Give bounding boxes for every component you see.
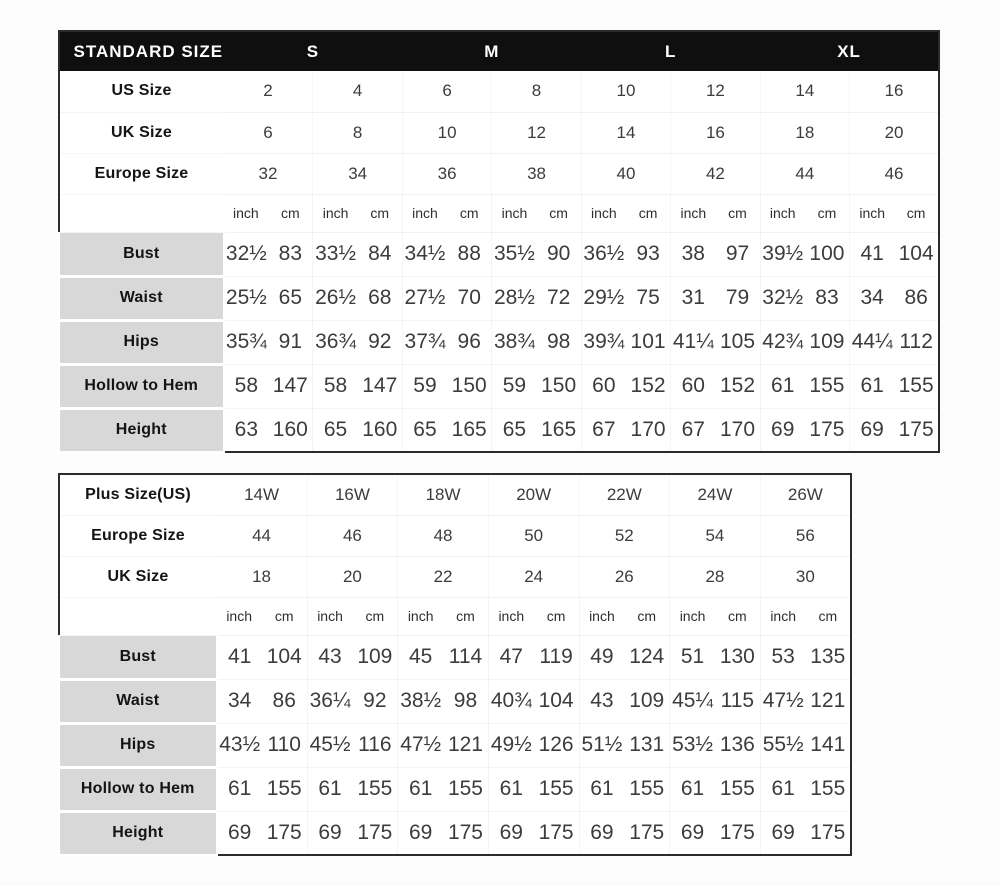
measure-value-cm: 109	[352, 635, 397, 679]
unit-label-cm: cm	[715, 194, 760, 232]
measure-value-cm: 98	[537, 320, 582, 364]
measurement-row	[59, 767, 852, 811]
measure-value-cm: 84	[358, 232, 403, 276]
size-value: 14	[760, 71, 849, 112]
plus-size-table	[57, 473, 852, 857]
measure-value-cm: 155	[534, 767, 579, 811]
size-value: 18	[217, 556, 308, 597]
size-value: 34	[313, 153, 402, 194]
measurement-row	[59, 408, 940, 452]
measure-value-cm: 152	[715, 364, 760, 408]
measure-value-inch: 60	[671, 364, 716, 408]
measure-value-inch: 69	[217, 811, 262, 855]
measure-value-cm: 160	[358, 408, 403, 452]
measure-value-inch: 41	[217, 635, 262, 679]
chart-header-row	[59, 31, 940, 71]
measure-value-cm: 115	[715, 679, 760, 723]
measure-value-inch: 61	[307, 767, 352, 811]
measurement-row	[59, 276, 940, 320]
measure-value-inch: 65	[492, 408, 537, 452]
measure-value-cm: 116	[352, 723, 397, 767]
size-value: 32	[224, 153, 313, 194]
unit-label-inch: inch	[579, 597, 624, 635]
measure-value-inch: 61	[217, 767, 262, 811]
measure-value-inch: 61	[760, 767, 805, 811]
measure-value-inch: 53	[760, 635, 805, 679]
measure-value-cm: 114	[443, 635, 488, 679]
measure-value-cm: 165	[447, 408, 492, 452]
measure-value-inch: 49	[579, 635, 624, 679]
chart-title: STANDARD SIZE	[59, 31, 224, 71]
measure-value-cm: 160	[268, 408, 313, 452]
measure-value-inch: 69	[760, 408, 805, 452]
measure-value-cm: 101	[626, 320, 671, 364]
measure-value-cm: 98	[443, 679, 488, 723]
unit-label-inch: inch	[671, 194, 716, 232]
unit-label-inch: inch	[581, 194, 626, 232]
measure-value-inch: 61	[398, 767, 443, 811]
size-value: 36	[402, 153, 491, 194]
measure-value-inch: 42¾	[760, 320, 805, 364]
measure-value-cm: 96	[447, 320, 492, 364]
measurement-row	[59, 320, 940, 364]
measure-value-cm: 83	[805, 276, 850, 320]
row-label: Hollow to Hem	[59, 767, 217, 811]
size-value: 52	[579, 515, 670, 556]
measure-value-inch: 65	[402, 408, 447, 452]
units-row	[59, 597, 852, 635]
measure-value-cm: 100	[805, 232, 850, 276]
unit-label-cm: cm	[715, 597, 760, 635]
measure-value-inch: 35¾	[224, 320, 269, 364]
measure-value-inch: 69	[850, 408, 895, 452]
size-value: 22W	[579, 474, 670, 515]
measure-value-inch: 37¾	[402, 320, 447, 364]
row-label: UK Size	[59, 112, 224, 153]
measure-value-cm: 109	[624, 679, 669, 723]
unit-label-inch: inch	[217, 597, 262, 635]
row-label: Hollow to Hem	[59, 364, 224, 408]
measure-value-inch: 33½	[313, 232, 358, 276]
measure-value-inch: 49½	[488, 723, 533, 767]
unit-label-cm: cm	[624, 597, 669, 635]
size-value: 2	[224, 71, 313, 112]
measure-value-cm: 165	[537, 408, 582, 452]
measure-value-cm: 112	[894, 320, 939, 364]
measure-value-cm: 90	[537, 232, 582, 276]
measure-value-inch: 47½	[398, 723, 443, 767]
measure-value-inch: 69	[760, 811, 805, 855]
size-row	[59, 71, 940, 112]
measure-value-cm: 136	[715, 723, 760, 767]
measure-value-cm: 155	[715, 767, 760, 811]
size-value: 20W	[488, 474, 579, 515]
unit-label-cm: cm	[358, 194, 403, 232]
measure-value-cm: 92	[352, 679, 397, 723]
measurement-row	[59, 232, 940, 276]
measure-value-inch: 38¾	[492, 320, 537, 364]
size-value: 20	[850, 112, 939, 153]
measure-value-inch: 69	[398, 811, 443, 855]
measure-value-cm: 105	[715, 320, 760, 364]
measure-value-inch: 41	[850, 232, 895, 276]
size-row	[59, 474, 852, 515]
measure-value-cm: 83	[268, 232, 313, 276]
measure-value-inch: 59	[492, 364, 537, 408]
size-value: 14W	[217, 474, 308, 515]
measure-value-inch: 36¾	[313, 320, 358, 364]
measure-value-inch: 39¾	[581, 320, 626, 364]
unit-label-inch: inch	[313, 194, 358, 232]
plus-size-chart	[57, 473, 852, 857]
measure-value-inch: 69	[307, 811, 352, 855]
measure-value-inch: 45	[398, 635, 443, 679]
measure-value-inch: 45¼	[670, 679, 715, 723]
size-value: 10	[402, 112, 491, 153]
measure-value-inch: 69	[488, 811, 533, 855]
size-row	[59, 556, 852, 597]
measure-value-inch: 60	[581, 364, 626, 408]
size-value: 38	[492, 153, 581, 194]
measure-value-cm: 170	[626, 408, 671, 452]
measure-value-cm: 121	[806, 679, 851, 723]
measure-value-cm: 141	[806, 723, 851, 767]
measure-value-cm: 147	[268, 364, 313, 408]
measure-value-inch: 61	[670, 767, 715, 811]
measure-value-cm: 155	[262, 767, 307, 811]
measurement-row	[59, 635, 852, 679]
unit-label-inch: inch	[760, 194, 805, 232]
row-label: Waist	[59, 276, 224, 320]
measure-value-inch: 38	[671, 232, 716, 276]
size-row	[59, 112, 940, 153]
measure-value-cm: 92	[358, 320, 403, 364]
size-value: 18W	[398, 474, 489, 515]
size-value: 6	[224, 112, 313, 153]
size-value: 8	[492, 71, 581, 112]
standard-size-table	[57, 30, 940, 454]
size-value: 24	[488, 556, 579, 597]
measure-value-inch: 55½	[760, 723, 805, 767]
measure-value-inch: 61	[850, 364, 895, 408]
measure-value-cm: 104	[262, 635, 307, 679]
size-value: 46	[307, 515, 398, 556]
measure-value-inch: 43½	[217, 723, 262, 767]
measure-value-cm: 155	[894, 364, 939, 408]
unit-label-cm: cm	[447, 194, 492, 232]
measure-value-inch: 67	[581, 408, 626, 452]
unit-label-cm: cm	[268, 194, 313, 232]
size-value: 42	[671, 153, 760, 194]
size-value: 48	[398, 515, 489, 556]
measure-value-cm: 109	[805, 320, 850, 364]
measure-value-cm: 155	[805, 364, 850, 408]
size-value: 30	[760, 556, 851, 597]
measure-value-cm: 110	[262, 723, 307, 767]
measure-value-cm: 135	[806, 635, 851, 679]
measure-value-inch: 32½	[760, 276, 805, 320]
row-label: Height	[59, 408, 224, 452]
measure-value-cm: 131	[624, 723, 669, 767]
size-group-label: XL	[760, 31, 939, 71]
measure-value-inch: 58	[313, 364, 358, 408]
measurement-row	[59, 679, 852, 723]
measure-value-cm: 65	[268, 276, 313, 320]
measure-value-cm: 68	[358, 276, 403, 320]
row-label: Bust	[59, 232, 224, 276]
size-value: 44	[217, 515, 308, 556]
measure-value-inch: 28½	[492, 276, 537, 320]
unit-label-inch: inch	[488, 597, 533, 635]
measure-value-inch: 34	[217, 679, 262, 723]
measure-value-inch: 44¼	[850, 320, 895, 364]
measure-value-cm: 104	[894, 232, 939, 276]
measure-value-cm: 88	[447, 232, 492, 276]
unit-label-inch: inch	[224, 194, 269, 232]
measure-value-inch: 59	[402, 364, 447, 408]
measure-value-cm: 155	[443, 767, 488, 811]
row-label: Europe Size	[59, 515, 217, 556]
size-value: 20	[307, 556, 398, 597]
measure-value-inch: 61	[760, 364, 805, 408]
size-row	[59, 515, 852, 556]
measure-value-inch: 47	[488, 635, 533, 679]
measure-value-inch: 34½	[402, 232, 447, 276]
row-label: Waist	[59, 679, 217, 723]
measure-value-cm: 170	[715, 408, 760, 452]
size-value: 8	[313, 112, 402, 153]
measurement-row	[59, 364, 940, 408]
measure-value-cm: 175	[443, 811, 488, 855]
size-value: 4	[313, 71, 402, 112]
size-value: 10	[581, 71, 670, 112]
measure-value-inch: 61	[579, 767, 624, 811]
measure-value-inch: 63	[224, 408, 269, 452]
measure-value-inch: 53½	[670, 723, 715, 767]
measure-value-inch: 39½	[760, 232, 805, 276]
size-value: 16	[671, 112, 760, 153]
measure-value-inch: 25½	[224, 276, 269, 320]
measure-value-cm: 150	[537, 364, 582, 408]
measure-value-cm: 79	[715, 276, 760, 320]
measure-value-cm: 175	[806, 811, 851, 855]
measure-value-cm: 155	[352, 767, 397, 811]
measure-value-inch: 43	[579, 679, 624, 723]
unit-label-cm: cm	[806, 597, 851, 635]
row-label: Europe Size	[59, 153, 224, 194]
size-group-label: S	[224, 31, 403, 71]
measure-value-cm: 155	[806, 767, 851, 811]
measure-value-inch: 45½	[307, 723, 352, 767]
measure-value-cm: 175	[534, 811, 579, 855]
size-row	[59, 153, 940, 194]
measure-value-cm: 124	[624, 635, 669, 679]
measure-value-inch: 38½	[398, 679, 443, 723]
size-value: 54	[670, 515, 761, 556]
measure-value-cm: 175	[715, 811, 760, 855]
measure-value-cm: 86	[894, 276, 939, 320]
measure-value-cm: 72	[537, 276, 582, 320]
units-row-spacer	[59, 597, 217, 635]
measure-value-cm: 97	[715, 232, 760, 276]
measure-value-cm: 150	[447, 364, 492, 408]
measure-value-cm: 119	[534, 635, 579, 679]
units-row-spacer	[59, 194, 224, 232]
unit-label-inch: inch	[398, 597, 443, 635]
unit-label-inch: inch	[307, 597, 352, 635]
unit-label-cm: cm	[626, 194, 671, 232]
row-label: Bust	[59, 635, 217, 679]
measure-value-inch: 58	[224, 364, 269, 408]
measure-value-inch: 26½	[313, 276, 358, 320]
measure-value-inch: 41¼	[671, 320, 716, 364]
size-value: 46	[850, 153, 939, 194]
measure-value-inch: 43	[307, 635, 352, 679]
measure-value-cm: 104	[534, 679, 579, 723]
measure-value-inch: 27½	[402, 276, 447, 320]
size-value: 28	[670, 556, 761, 597]
measure-value-cm: 70	[447, 276, 492, 320]
unit-label-cm: cm	[262, 597, 307, 635]
measure-value-inch: 29½	[581, 276, 626, 320]
measure-value-inch: 36¼	[307, 679, 352, 723]
unit-label-cm: cm	[537, 194, 582, 232]
size-value: 12	[492, 112, 581, 153]
measure-value-cm: 130	[715, 635, 760, 679]
measure-value-inch: 51	[670, 635, 715, 679]
size-value: 40	[581, 153, 670, 194]
unit-label-inch: inch	[492, 194, 537, 232]
unit-label-cm: cm	[352, 597, 397, 635]
size-value: 26W	[760, 474, 851, 515]
size-value: 50	[488, 515, 579, 556]
size-group-label: L	[581, 31, 760, 71]
unit-label-cm: cm	[894, 194, 939, 232]
measure-value-cm: 126	[534, 723, 579, 767]
row-label: Hips	[59, 320, 224, 364]
measure-value-inch: 40¾	[488, 679, 533, 723]
unit-label-cm: cm	[443, 597, 488, 635]
measure-value-cm: 155	[624, 767, 669, 811]
unit-label-inch: inch	[850, 194, 895, 232]
unit-label-cm: cm	[805, 194, 850, 232]
size-value: 16W	[307, 474, 398, 515]
measure-value-inch: 34	[850, 276, 895, 320]
standard-size-chart	[57, 30, 940, 454]
row-label: UK Size	[59, 556, 217, 597]
measure-value-cm: 175	[262, 811, 307, 855]
measure-value-cm: 175	[624, 811, 669, 855]
measure-value-inch: 67	[671, 408, 716, 452]
row-label: Hips	[59, 723, 217, 767]
size-value: 56	[760, 515, 851, 556]
measure-value-cm: 175	[894, 408, 939, 452]
size-value: 44	[760, 153, 849, 194]
measure-value-cm: 93	[626, 232, 671, 276]
size-value: 16	[850, 71, 939, 112]
measure-value-inch: 61	[488, 767, 533, 811]
measure-value-cm: 86	[262, 679, 307, 723]
unit-label-inch: inch	[402, 194, 447, 232]
measure-value-inch: 35½	[492, 232, 537, 276]
measurement-row	[59, 723, 852, 767]
row-label: Height	[59, 811, 217, 855]
size-group-label: M	[402, 31, 581, 71]
size-value: 24W	[670, 474, 761, 515]
measure-value-cm: 147	[358, 364, 403, 408]
measure-value-inch: 36½	[581, 232, 626, 276]
unit-label-inch: inch	[760, 597, 805, 635]
measure-value-inch: 69	[670, 811, 715, 855]
measure-value-cm: 91	[268, 320, 313, 364]
size-value: 6	[402, 71, 491, 112]
measure-value-inch: 51½	[579, 723, 624, 767]
size-value: 22	[398, 556, 489, 597]
measure-value-cm: 175	[805, 408, 850, 452]
units-row	[59, 194, 940, 232]
unit-label-inch: inch	[670, 597, 715, 635]
measure-value-inch: 32½	[224, 232, 269, 276]
row-label: Plus Size(US)	[59, 474, 217, 515]
unit-label-cm: cm	[534, 597, 579, 635]
size-value: 18	[760, 112, 849, 153]
size-value: 26	[579, 556, 670, 597]
measurement-row	[59, 811, 852, 855]
size-value: 14	[581, 112, 670, 153]
measure-value-cm: 121	[443, 723, 488, 767]
measure-value-inch: 69	[579, 811, 624, 855]
size-value: 12	[671, 71, 760, 112]
measure-value-inch: 65	[313, 408, 358, 452]
measure-value-cm: 75	[626, 276, 671, 320]
measure-value-inch: 31	[671, 276, 716, 320]
row-label: US Size	[59, 71, 224, 112]
measure-value-cm: 175	[352, 811, 397, 855]
measure-value-inch: 47½	[760, 679, 805, 723]
measure-value-cm: 152	[626, 364, 671, 408]
